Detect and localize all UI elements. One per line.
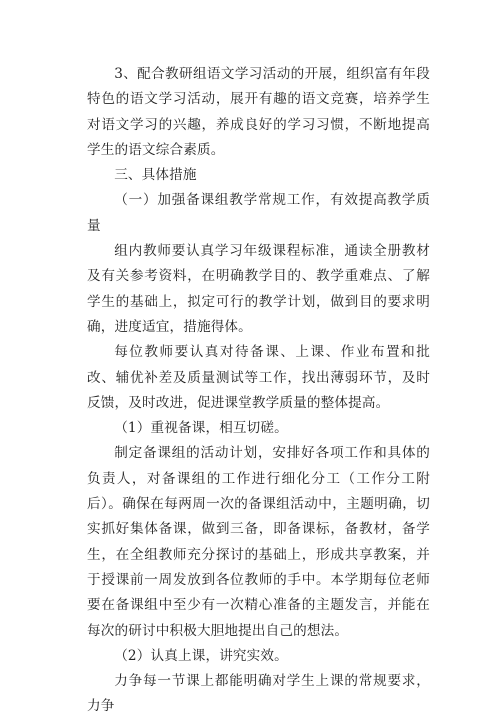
subsection-heading-1: （一）加强备课组教学常规工作，有效提高教学质量 — [87, 192, 430, 234]
item-heading-lesson-prep: （1）重视备课，相互切磋。 — [114, 420, 288, 437]
paragraph-goal-3: 3、配合教研组语文学习活动的开展，组织富有年段特色的语文学习活动，展开有趣的语文竞赛，培养学生对语文学习的兴趣，养成良好的学习习惯，不断地提高学生的语文综合素质。 — [87, 66, 430, 158]
paragraph-class-requirements: 力争每一节课上都能明确对学生上课的常规要求，力争 — [87, 673, 430, 715]
paragraph-lesson-prep-plan: 制定备课组的活动计划，安排好各项工作和具体的负责人，对备课组的工作进行细化分工（工作分工附后）。确保在每两周一次的备课组活动中，主题明确，切实抓好集体备课，做到三备，即备课标，备教材，备学生，在全组教师充分探讨的基础上，形成共享教案，并于授课前一周发放到各位教师的手中。本学期每位老师要在备课组中至少有一次精心准备的主题发言，并能在每次的研讨中积极大胆地提出自己的想法。 — [87, 445, 430, 639]
item-heading-teaching: （2）认真上课，讲究实效。 — [114, 647, 288, 664]
document-body — [87, 62, 430, 720]
paragraph-teaching-tasks: 每位教师要认真对待备课、上课、作业布置和批改、辅优补差及质量测试等工作，找出薄弱环节，及时反馈，及时改进，促进课堂教学质量的整体提高。 — [87, 344, 430, 411]
section-heading-measures: 三、具体措施 — [114, 167, 197, 184]
paragraph-study-standards: 组内教师要认真学习年级课程标准，通读全册教材及有关参考资料，在明确教学目的、教学重难点、了解学生的基础上，拟定可行的教学计划，做到目的要求明确，进度适宜，措施得体。 — [87, 243, 430, 335]
